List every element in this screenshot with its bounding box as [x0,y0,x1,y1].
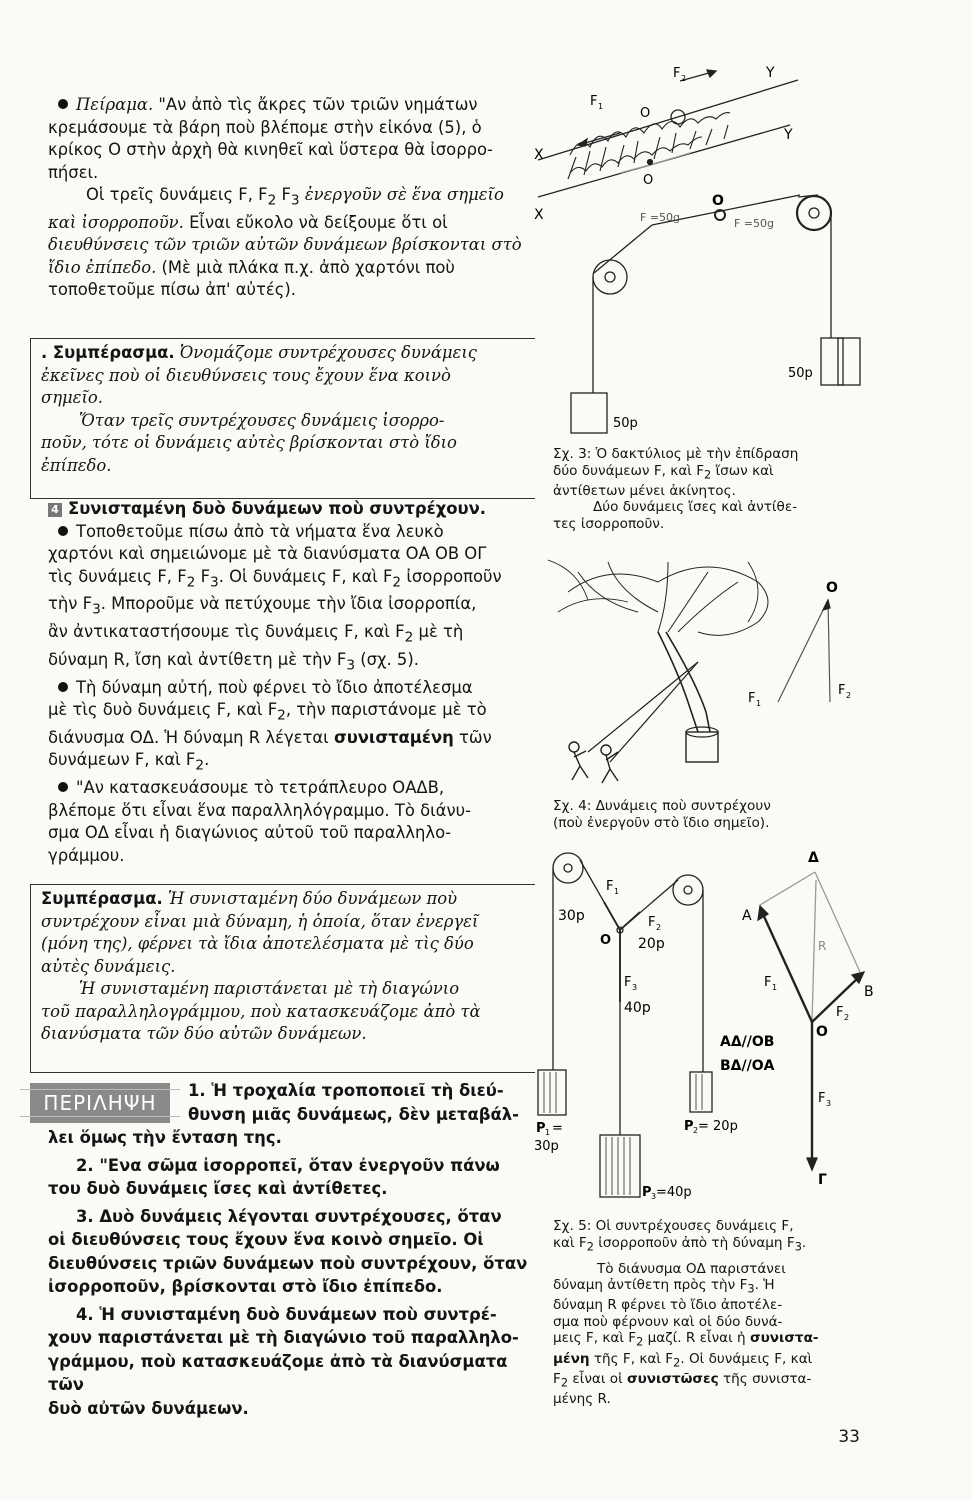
diagonal-od [812,880,816,1022]
label-weight-left: 50p [613,416,638,431]
line-ad [760,872,815,905]
experiment-paragraph: Πείραμα. "Αν ἀπὸ τὶς ἄκρες τῶν τριῶν νημάτων κρεμάσουμε τὰ βάρη ποὺ βλέπομε στὴν εἰκόνα (5), ὁ κρίκος Ο στὴν ἀρχὴ θὰ κινηθεῖ καὶ ὕστερα θὰ ἰσορρο- πήσει. Οἱ τρεῖς δυνάμεις F, $F_2$ $F_3$ ἐνεργοῦν σὲ ἕνα σημεῖο καὶ ἰσορροποῦν. Εἶναι εὔκολο νὰ δείξουμε ὅτι οἱ διευθύνσεις τῶν τριῶν αὐτῶν δυνάμεων βρίσκονται στὸ ἴδιο ἐπίπεδο. (Μὲ μιὰ πλάκα π.χ. ἀπὸ χαρτόνι ποὺ τοποθετοῦμε πίσω ἀπ' αὐτές). [48,95,522,300]
force-line-f2 [828,600,830,702]
label-f3-right: F [818,1091,826,1106]
summary-tag: ΠΕΡΙΛΗΨΗ [30,1083,170,1123]
line-bd [815,872,860,972]
vector-oa [762,912,812,1022]
arrowhead-g [807,1158,817,1170]
label-y-top: Y [766,65,775,81]
label-delta: Δ [808,850,819,866]
bullet [58,782,68,792]
bullet [58,682,68,692]
label-f2: F [838,683,846,698]
bullet [58,526,68,536]
label-p3-value: =40p [656,1185,692,1200]
label-o-top: O [640,106,651,121]
label-weight-right: 50p [788,366,813,381]
pulley-right [797,196,831,230]
arrowhead-f1 [823,600,830,610]
tug-of-war-people-icon [568,113,730,179]
figure-3 [530,55,870,445]
label-f1-right-sub: 1 [772,983,778,992]
label-o-right: O [816,1024,828,1040]
label-f1-sub: 1 [614,887,620,896]
label-r: R [818,939,827,953]
label-f2-right-sub: 2 [844,1013,850,1022]
label-f2: F [648,915,656,930]
label-f1: F [748,691,756,706]
weight-right-box [821,338,843,385]
ring-dot [648,160,653,165]
pulley-right [673,875,703,905]
tree-icon [548,560,768,762]
page-number: 33 [838,1427,860,1447]
label-o: O [826,580,838,596]
label-f1-sub: 1 [756,699,762,708]
bullet [58,99,68,109]
figure-5-caption: Σχ. 5: Οἱ συντρέχουσες δυνάμεις F, καὶ $F_2$ ἰσορροποῦν ἀπὸ τὴ δύναμη $F_3$. Τὸ διάνυσμα ΟΔ παριστάνει δύναμη ἀντίθετη πρὸς τὴν $F_3$. Ἡ δύναμη R φέρνει τὸ ἴδιο ἀποτέλε- σμα ποὺ φέρνουν καὶ οἱ δύο δυνά- μεις F, καὶ $F_2$ μαζί. R εἶναι ἡ συνιστα- μένη τῆς F, καὶ $F_2$. Οἱ δυνάμεις F, καὶ $F_2$ εἶναι οἱ συνιστῶσες τῆς συνιστα- μένης R. [553,1218,819,1408]
label-f2-value: F =50g [734,217,775,230]
label-p1-eq: = [552,1121,563,1136]
label-f3-sub: 3 [632,983,638,992]
arrow-f2 [620,912,640,930]
label-f3-right-sub: 3 [826,1099,832,1108]
label-p1-sub: 1 [545,1128,551,1137]
pulley-left-axle [605,272,615,282]
conclusion-box-1: . Συμπέρασμα. Ὀνομάζομε συντρέχουσες δυνάμεις ἐκεῖνες ποὺ οἱ διευθύνσεις τους ἔχουν ἕνα κοινὸ σημεῖο. Ὅταν τρεῖς συντρέχουσες δυνάμεις ἰσορρο- ποῦν, τότε οἱ δυνάμεις αὐτὲς βρίσκονται στὸ ἴδιο ἐπίπεδο. [30,338,535,499]
label-o-left: O [600,933,612,948]
label-f1-sub: 1 [598,102,604,111]
pulley-left [593,260,627,294]
figure-5 [520,840,900,1210]
label-p1-value: 30p [534,1139,559,1154]
label-f2-sub: 2 [846,691,852,700]
label-f2-sub: 2 [681,74,687,83]
label-20p: 20p [638,936,665,952]
label-f1: F [606,879,614,894]
pulley-right-axle [684,886,692,894]
label-p2: P [684,1119,694,1134]
label-o: O [712,193,724,209]
force-line-f1 [778,600,828,702]
label-parallel-1: ΑΔ//ΟΒ [720,1034,775,1050]
section-4: 4 Συνισταμένη δυὸ δυνάμεων ποὺ συντρέχουν. Τοποθετοῦμε πίσω ἀπὸ τὰ νήματα ἕνα λευκὸ χαρτόνι καὶ σημειώνομε μὲ τὰ διανύσματα ΟΑ ΟΒ ΟΓ τὶς δυνάμεις F, $F_2$ $F_3$. Οἱ δυνάμεις F, καὶ $F_2$ ἰσορροποῦν τὴν $F_3$. Μποροῦμε νὰ πετύχουμε τὴν ἴδια ἰσορροπία, ἂν ἀντικαταστήσουμε τὶς δυνάμεις F, καὶ $F_2$ μὲ τὴ δύναμη R, ἴση καὶ ἀντίθετη μὲ τὴν $F_3$ (σχ. 5). Τὴ δύναμη αὐτή, ποὺ φέρνει τὸ ἴδιο ἀποτέλεσμα μὲ τὶς δυὸ δυνάμεις F, καὶ $F_2$, τὴν παριστάνομε μὲ τὸ διάνυσμα ΟΔ. Ἡ δύναμη R λέγεται συνισταμένη τῶν δυνάμεων F, καὶ $F_2$. "Αν κατασκευάσουμε τὸ τετράπλευρο ΟΑΔΒ, βλέπομε ὅτι εἶναι ἕνα παραλληλόγραμμο. Τὸ διάνυ- σμα ΟΔ εἶναι ἡ διαγώνιος αὐτοῦ τοῦ παραλληλο- γράμμου. [48,499,502,865]
pulley-left [553,853,583,883]
label-f2-sub: 2 [656,923,662,932]
label-a: A [742,908,752,924]
figure-3-caption: Σχ. 3: Ὁ δακτύλιος μὲ τὴν ἐπίδραση δύο δυνάμεων F, καὶ $F_2$ ἴσων καὶ ἀντίθετων μένει ἀκίνητος. Δύο δυνάμεις ἴσες καὶ ἀντίθε- τες ἰσορροποῦν. [553,446,799,532]
label-parallel-2: ΒΔ//ΟΑ [720,1058,775,1074]
label-40p: 40p [624,1000,651,1016]
label-b: B [864,984,874,1000]
f2-arrowhead [707,70,716,77]
label-x-top: X [534,147,544,163]
arrow-f1 [604,902,620,930]
weight-right [838,338,860,385]
label-x: X [534,207,544,223]
label-p3: P [642,1185,652,1200]
weight-p1 [538,1070,566,1115]
ghost-f2 [650,153,690,165]
section-number: 4 [48,503,62,517]
rope-f1 [588,662,698,752]
figure-4-caption: Σχ. 4: Δυνάμεις ποὺ συντρέχουν (ποὺ ἐνεργοῦν στὸ ἴδιο σημεῖο). [553,798,771,831]
figure-4 [548,552,858,792]
pulley-left-axle [564,864,572,872]
conclusion-box-2: Συμπέρασμα. Ἡ συνισταμένη δύο δυνάμεων ποὺ συντρέχουν εἶναι μιὰ δύναμη, ἡ ὁποία, ὅταν ἐνεργεῖ (μόνη της), φέρνει τὰ ἴδια ἀποτελέσματα μὲ τὶς δύο αὐτὲς δυνάμεις. Ἡ συνισταμένη παριστάνεται μὲ τὴ διαγώνιο τοῦ παραλληλογράμμου, ποὺ κατασκευάζομε ἀπὸ τὰ διανύσματα τῶν δύο αὐτῶν δυνάμεων. [30,884,535,1073]
label-y: Y [784,127,793,143]
label-f2: F [673,66,681,81]
label-f3: F [624,975,632,990]
rope-f2 [610,662,698,762]
weight-p2 [690,1072,712,1112]
label-f2-right: F [836,1005,844,1020]
pulley-right-axle [809,208,819,218]
ghost-f1 [620,165,650,173]
label-f1-value: F =50g [640,211,681,224]
label-gamma: Γ [818,1172,827,1188]
label-f1-right: F [764,975,772,990]
label-o-mid: O [643,173,654,188]
rope-line-top [538,80,798,160]
label-p2-sub: 2 [693,1126,699,1135]
f1-arrowhead [578,139,587,146]
weight-left [571,393,607,433]
arrowhead-a [758,906,768,920]
label-f1: F [590,94,598,109]
label-30p: 30p [558,908,585,924]
label-p1: P [536,1121,546,1136]
summary-list: 1. Ἡ τροχαλία τροποποιεῖ τὴ διεύ- θυνση μιᾶς δυνάμεως, δὲν μεταβάλ- λει ὅμως τὴν ἔνταση της. 2. "Ενα σῶμα ἰσορροπεῖ, ὅταν ἐνεργοῦν πάνω του δυὸ δυνάμεις ἴσες καὶ ἀντίθετες. 3. Δυὸ δυνάμεις λέγονται συντρέχουσες, ὅταν οἱ διευθύνσεις τους ἔχουν ἕνα κοινὸ σημεῖο. Οἱ διευθύνσεις τριῶν δυνάμεων ποὺ συντρέχουν, ὅταν ἰσορροποῦν, βρίσκονται στὸ ἴδιο ἐπίπεδο. 4. Ἡ συνισταμένη δυὸ δυνάμεων ποὺ συντρέ- χουν παριστάνεται μὲ τὴ διαγώνιο τοῦ παραλληλο- γράμμου, ποὺ κατασκευάζομε ἀπὸ τὰ διανύσματα τῶν δυὸ αὐτῶν δυνάμεων. [48,1081,528,1418]
label-p3-sub: 3 [651,1192,657,1201]
section-heading: Συνισταμένη δυὸ δυνάμεων ποὺ συντρέχουν. [68,499,486,518]
label-p2-value: = 20p [698,1119,738,1134]
